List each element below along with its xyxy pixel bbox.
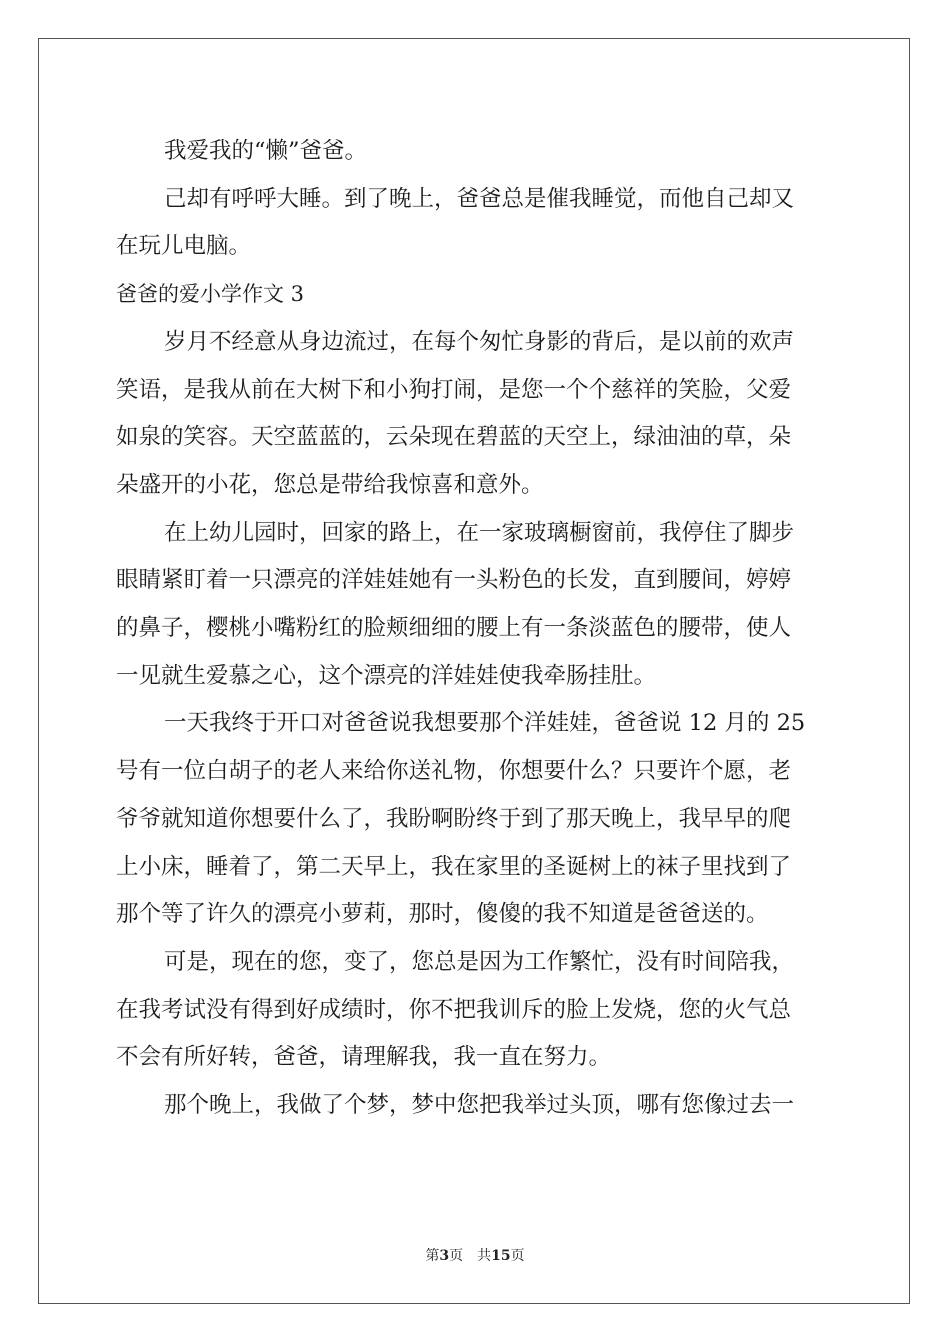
paragraph-line: 那个等了许久的漂亮小萝莉，那时，傻傻的我不知道是爸爸送的。 — [116, 901, 769, 928]
total-prefix: 共 — [477, 1248, 492, 1264]
paragraph-line: 在上幼儿园时，回家的路上，在一家玻璃橱窗前，我停住了脚步 — [164, 519, 795, 546]
document-body — [116, 128, 832, 1130]
paragraph-line: 眼睛紧盯着一只漂亮的洋娃娃她有一头粉色的长发，直到腰间，婷婷 — [116, 567, 792, 594]
paragraph-line: 己却有呼呼大睡。到了晚上，爸爸总是催我睡觉，而他自己却又 — [164, 185, 795, 212]
paragraph-line: 那个晚上，我做了个梦，梦中您把我举过头顶，哪有您像过去一 — [164, 1092, 795, 1119]
paragraph-line: 在我考试没有得到好成绩时，你不把我训斥的脸上发烧，您的火气总 — [116, 996, 792, 1023]
total-unit: 页 — [510, 1248, 525, 1264]
page-prefix: 第 — [425, 1248, 440, 1264]
page-footer — [0, 1246, 950, 1266]
paragraph-line: 一见就生爱慕之心，这个漂亮的洋娃娃使我牵肠挂肚。 — [116, 662, 657, 689]
paragraph-line: 朵盛开的小花，您总是带给我惊喜和意外。 — [116, 471, 544, 498]
paragraph-line: 笑语，是我从前在大树下和小狗打闹，是您一个个慈祥的笑脸，父爱 — [116, 376, 792, 403]
page-unit: 页 — [449, 1248, 464, 1264]
total-page-count: 15 — [491, 1248, 511, 1264]
paragraph-line: 一天我终于开口对爸爸说我想要那个洋娃娃，爸爸说 12 月的 25 — [164, 710, 806, 737]
paragraph-line: 我爱我的“懒”爸爸。 — [164, 138, 368, 164]
current-page-number: 3 — [439, 1248, 450, 1264]
paragraph-line: 如泉的笑容。天空蓝蓝的，云朵现在碧蓝的天空上，绿油油的草，朵 — [116, 424, 792, 451]
paragraph-line: 号有一位白胡子的老人来给你送礼物，你想要什么？只要许个愿，老 — [116, 758, 792, 785]
paragraph-line: 的鼻子，樱桃小嘴粉红的脸颊细细的腰上有一条淡蓝色的腰带，使人 — [116, 615, 792, 642]
paragraph-line: 可是，现在的您，变了，您总是因为工作繁忙，没有时间陪我， — [164, 948, 795, 975]
paragraph-line: 爷爷就知道你想要什么了，我盼啊盼终于到了那天晚上，我早早的爬 — [116, 805, 792, 832]
paragraph-line: 不会有所好转，爸爸，请理解我，我一直在努力。 — [116, 1044, 612, 1071]
paragraph-line: 上小床，睡着了，第二天早上，我在家里的圣诞树上的袜子里找到了 — [116, 853, 792, 880]
paragraph-line: 在玩儿电脑。 — [116, 233, 252, 260]
paragraph-line: 岁月不经意从身边流过，在每个匆忙身影的背后，是以前的欢声 — [164, 328, 795, 355]
section-heading: 爸爸的爱小学作文 3 — [116, 282, 305, 307]
